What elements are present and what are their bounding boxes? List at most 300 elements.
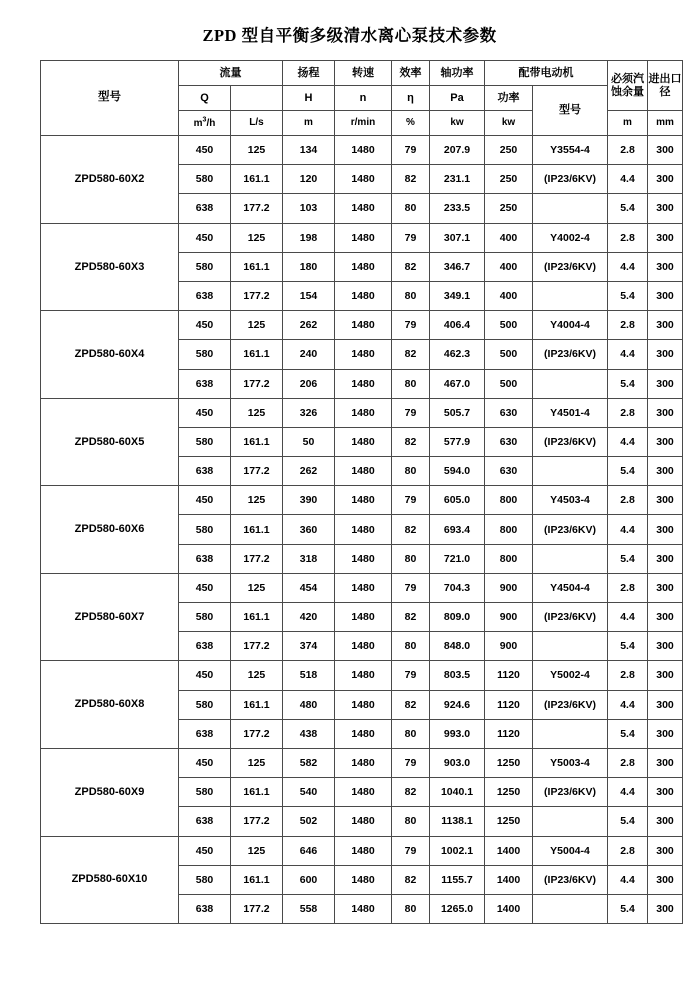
motor-blank-cell bbox=[533, 632, 608, 661]
flow-m3h-cell: 580 bbox=[179, 515, 231, 544]
motor-blank-cell bbox=[533, 369, 608, 398]
motor-model-cell: Y4002-4 bbox=[533, 223, 608, 252]
motor-power-cell: 400 bbox=[485, 281, 533, 310]
shaft-power-cell: 1002.1 bbox=[430, 836, 485, 865]
npsh-cell: 4.4 bbox=[608, 340, 648, 369]
head-cell: 240 bbox=[283, 340, 335, 369]
port-size-cell: 300 bbox=[648, 661, 683, 690]
flow-m3h-cell: 638 bbox=[179, 457, 231, 486]
port-size-cell: 300 bbox=[648, 281, 683, 310]
shaft-power-cell: 231.1 bbox=[430, 165, 485, 194]
npsh-cell: 2.8 bbox=[608, 661, 648, 690]
table-row bbox=[41, 748, 683, 777]
motor-note-cell: (IP23/6KV) bbox=[533, 690, 608, 719]
motor-note-cell: (IP23/6KV) bbox=[533, 165, 608, 194]
port-size-cell: 300 bbox=[648, 369, 683, 398]
efficiency-cell: 80 bbox=[392, 281, 430, 310]
speed-cell: 1480 bbox=[335, 165, 392, 194]
unit-flow-ls: L/s bbox=[231, 111, 283, 136]
flow-m3h-cell: 638 bbox=[179, 544, 231, 573]
header-flow-symbol: Q bbox=[179, 86, 231, 111]
flow-m3h-cell: 580 bbox=[179, 252, 231, 281]
port-size-cell: 300 bbox=[648, 194, 683, 223]
motor-model-cell: Y5002-4 bbox=[533, 661, 608, 690]
header-flow-symbol-2 bbox=[231, 86, 283, 111]
head-cell: 206 bbox=[283, 369, 335, 398]
efficiency-cell: 80 bbox=[392, 457, 430, 486]
head-cell: 180 bbox=[283, 252, 335, 281]
motor-power-cell: 1120 bbox=[485, 719, 533, 748]
unit-speed: r/min bbox=[335, 111, 392, 136]
head-cell: 438 bbox=[283, 719, 335, 748]
port-size-cell: 300 bbox=[648, 252, 683, 281]
shaft-power-cell: 1138.1 bbox=[430, 807, 485, 836]
head-cell: 582 bbox=[283, 748, 335, 777]
efficiency-cell: 82 bbox=[392, 340, 430, 369]
motor-power-cell: 250 bbox=[485, 165, 533, 194]
flow-m3h-cell: 580 bbox=[179, 690, 231, 719]
flow-m3h-cell: 450 bbox=[179, 311, 231, 340]
model-cell: ZPD580-60X10 bbox=[41, 836, 179, 924]
header-port-size: 进出口径 bbox=[648, 61, 683, 111]
motor-power-cell: 250 bbox=[485, 136, 533, 165]
port-size-cell: 300 bbox=[648, 311, 683, 340]
flow-ls-cell: 177.2 bbox=[231, 281, 283, 310]
flow-ls-cell: 125 bbox=[231, 486, 283, 515]
flow-ls-cell: 177.2 bbox=[231, 457, 283, 486]
flow-m3h-cell: 638 bbox=[179, 369, 231, 398]
efficiency-cell: 82 bbox=[392, 778, 430, 807]
flow-ls-cell: 177.2 bbox=[231, 544, 283, 573]
npsh-cell: 2.8 bbox=[608, 573, 648, 602]
flow-m3h-cell: 638 bbox=[179, 894, 231, 923]
efficiency-cell: 82 bbox=[392, 515, 430, 544]
flow-m3h-cell: 638 bbox=[179, 194, 231, 223]
head-cell: 390 bbox=[283, 486, 335, 515]
header-motor-power: 功率 bbox=[485, 86, 533, 111]
npsh-cell: 2.8 bbox=[608, 398, 648, 427]
port-size-cell: 300 bbox=[648, 223, 683, 252]
motor-model-cell: Y4501-4 bbox=[533, 398, 608, 427]
flow-ls-cell: 125 bbox=[231, 398, 283, 427]
motor-blank-cell bbox=[533, 194, 608, 223]
head-cell: 262 bbox=[283, 311, 335, 340]
npsh-cell: 4.4 bbox=[608, 252, 648, 281]
header-row-1 bbox=[41, 61, 683, 86]
speed-cell: 1480 bbox=[335, 252, 392, 281]
efficiency-cell: 82 bbox=[392, 427, 430, 456]
motor-power-cell: 800 bbox=[485, 486, 533, 515]
table-row bbox=[41, 573, 683, 602]
efficiency-cell: 82 bbox=[392, 252, 430, 281]
npsh-cell: 4.4 bbox=[608, 515, 648, 544]
head-cell: 502 bbox=[283, 807, 335, 836]
motor-power-cell: 900 bbox=[485, 632, 533, 661]
speed-cell: 1480 bbox=[335, 486, 392, 515]
flow-ls-cell: 161.1 bbox=[231, 865, 283, 894]
flow-m3h-cell: 580 bbox=[179, 165, 231, 194]
port-size-cell: 300 bbox=[648, 778, 683, 807]
motor-note-cell: (IP23/6KV) bbox=[533, 778, 608, 807]
unit-efficiency: % bbox=[392, 111, 430, 136]
flow-ls-cell: 161.1 bbox=[231, 427, 283, 456]
port-size-cell: 300 bbox=[648, 807, 683, 836]
npsh-cell: 5.4 bbox=[608, 369, 648, 398]
header-flow: 流量 bbox=[179, 61, 283, 86]
speed-cell: 1480 bbox=[335, 807, 392, 836]
motor-model-cell: Y5003-4 bbox=[533, 748, 608, 777]
motor-blank-cell bbox=[533, 281, 608, 310]
port-size-cell: 300 bbox=[648, 544, 683, 573]
header-speed-symbol: n bbox=[335, 86, 392, 111]
head-cell: 120 bbox=[283, 165, 335, 194]
flow-m3h-cell: 450 bbox=[179, 573, 231, 602]
shaft-power-cell: 577.9 bbox=[430, 427, 485, 456]
motor-model-cell: Y4503-4 bbox=[533, 486, 608, 515]
motor-blank-cell bbox=[533, 894, 608, 923]
npsh-cell: 4.4 bbox=[608, 865, 648, 894]
motor-note-cell: (IP23/6KV) bbox=[533, 515, 608, 544]
flow-ls-cell: 177.2 bbox=[231, 194, 283, 223]
head-cell: 374 bbox=[283, 632, 335, 661]
efficiency-cell: 79 bbox=[392, 223, 430, 252]
flow-ls-cell: 125 bbox=[231, 573, 283, 602]
speed-cell: 1480 bbox=[335, 894, 392, 923]
motor-blank-cell bbox=[533, 807, 608, 836]
motor-power-cell: 500 bbox=[485, 369, 533, 398]
port-size-cell: 300 bbox=[648, 340, 683, 369]
head-cell: 600 bbox=[283, 865, 335, 894]
motor-note-cell: (IP23/6KV) bbox=[533, 603, 608, 632]
shaft-power-cell: 346.7 bbox=[430, 252, 485, 281]
efficiency-cell: 79 bbox=[392, 661, 430, 690]
head-cell: 134 bbox=[283, 136, 335, 165]
unit-port-size: mm bbox=[648, 111, 683, 136]
motor-power-cell: 630 bbox=[485, 427, 533, 456]
flow-ls-cell: 125 bbox=[231, 311, 283, 340]
speed-cell: 1480 bbox=[335, 369, 392, 398]
flow-ls-cell: 161.1 bbox=[231, 165, 283, 194]
efficiency-cell: 79 bbox=[392, 398, 430, 427]
flow-m3h-cell: 580 bbox=[179, 427, 231, 456]
head-cell: 646 bbox=[283, 836, 335, 865]
efficiency-cell: 82 bbox=[392, 865, 430, 894]
unit-npsh: m bbox=[608, 111, 648, 136]
flow-m3h-cell: 638 bbox=[179, 632, 231, 661]
header-efficiency-symbol: η bbox=[392, 86, 430, 111]
port-size-cell: 300 bbox=[648, 486, 683, 515]
motor-power-cell: 500 bbox=[485, 340, 533, 369]
motor-power-cell: 1400 bbox=[485, 836, 533, 865]
table-row bbox=[41, 136, 683, 165]
efficiency-cell: 80 bbox=[392, 894, 430, 923]
motor-model-cell: Y3554-4 bbox=[533, 136, 608, 165]
motor-blank-cell bbox=[533, 719, 608, 748]
shaft-power-cell: 349.1 bbox=[430, 281, 485, 310]
speed-cell: 1480 bbox=[335, 427, 392, 456]
table-body bbox=[41, 136, 683, 924]
flow-ls-cell: 125 bbox=[231, 748, 283, 777]
motor-power-cell: 900 bbox=[485, 573, 533, 602]
speed-cell: 1480 bbox=[335, 311, 392, 340]
flow-ls-cell: 161.1 bbox=[231, 603, 283, 632]
efficiency-cell: 82 bbox=[392, 603, 430, 632]
head-cell: 540 bbox=[283, 778, 335, 807]
npsh-cell: 4.4 bbox=[608, 603, 648, 632]
port-size-cell: 300 bbox=[648, 603, 683, 632]
flow-ls-cell: 125 bbox=[231, 136, 283, 165]
npsh-cell: 4.4 bbox=[608, 427, 648, 456]
speed-cell: 1480 bbox=[335, 515, 392, 544]
npsh-cell: 4.4 bbox=[608, 690, 648, 719]
shaft-power-cell: 848.0 bbox=[430, 632, 485, 661]
speed-cell: 1480 bbox=[335, 398, 392, 427]
head-cell: 480 bbox=[283, 690, 335, 719]
table-row bbox=[41, 836, 683, 865]
port-size-cell: 300 bbox=[648, 136, 683, 165]
model-cell: ZPD580-60X5 bbox=[41, 398, 179, 486]
speed-cell: 1480 bbox=[335, 865, 392, 894]
port-size-cell: 300 bbox=[648, 165, 683, 194]
table-header bbox=[41, 61, 683, 136]
motor-power-cell: 250 bbox=[485, 194, 533, 223]
npsh-cell: 2.8 bbox=[608, 836, 648, 865]
efficiency-cell: 79 bbox=[392, 573, 430, 602]
flow-m3h-cell: 450 bbox=[179, 661, 231, 690]
head-cell: 360 bbox=[283, 515, 335, 544]
speed-cell: 1480 bbox=[335, 603, 392, 632]
port-size-cell: 300 bbox=[648, 427, 683, 456]
head-cell: 518 bbox=[283, 661, 335, 690]
unit-flow-m3h-text: $m^3/h$ bbox=[193, 116, 216, 129]
motor-model-cell: Y4504-4 bbox=[533, 573, 608, 602]
flow-m3h-cell: 580 bbox=[179, 603, 231, 632]
head-cell: 454 bbox=[283, 573, 335, 602]
speed-cell: 1480 bbox=[335, 778, 392, 807]
flow-ls-cell: 161.1 bbox=[231, 515, 283, 544]
unit-motor-power: kw bbox=[485, 111, 533, 136]
speed-cell: 1480 bbox=[335, 661, 392, 690]
header-shaft-power: 轴功率 bbox=[430, 61, 485, 86]
table-row bbox=[41, 223, 683, 252]
efficiency-cell: 79 bbox=[392, 311, 430, 340]
flow-ls-cell: 177.2 bbox=[231, 719, 283, 748]
shaft-power-cell: 505.7 bbox=[430, 398, 485, 427]
npsh-cell: 5.4 bbox=[608, 894, 648, 923]
head-cell: 326 bbox=[283, 398, 335, 427]
port-size-cell: 300 bbox=[648, 573, 683, 602]
head-cell: 154 bbox=[283, 281, 335, 310]
header-motor-model: 型号 bbox=[533, 86, 608, 136]
flow-ls-cell: 177.2 bbox=[231, 894, 283, 923]
shaft-power-cell: 605.0 bbox=[430, 486, 485, 515]
motor-power-cell: 900 bbox=[485, 603, 533, 632]
flow-ls-cell: 177.2 bbox=[231, 369, 283, 398]
efficiency-cell: 80 bbox=[392, 807, 430, 836]
shaft-power-cell: 1040.1 bbox=[430, 778, 485, 807]
npsh-cell: 5.4 bbox=[608, 807, 648, 836]
speed-cell: 1480 bbox=[335, 223, 392, 252]
speed-cell: 1480 bbox=[335, 748, 392, 777]
model-cell: ZPD580-60X4 bbox=[41, 311, 179, 399]
efficiency-cell: 80 bbox=[392, 194, 430, 223]
npsh-cell: 2.8 bbox=[608, 311, 648, 340]
header-motor-group: 配带电动机 bbox=[485, 61, 608, 86]
speed-cell: 1480 bbox=[335, 457, 392, 486]
npsh-cell: 2.8 bbox=[608, 223, 648, 252]
shaft-power-cell: 993.0 bbox=[430, 719, 485, 748]
motor-power-cell: 400 bbox=[485, 223, 533, 252]
efficiency-cell: 82 bbox=[392, 690, 430, 719]
speed-cell: 1480 bbox=[335, 194, 392, 223]
header-head: 扬程 bbox=[283, 61, 335, 86]
head-cell: 262 bbox=[283, 457, 335, 486]
motor-blank-cell bbox=[533, 544, 608, 573]
flow-ls-cell: 125 bbox=[231, 836, 283, 865]
shaft-power-cell: 207.9 bbox=[430, 136, 485, 165]
efficiency-cell: 79 bbox=[392, 136, 430, 165]
speed-cell: 1480 bbox=[335, 573, 392, 602]
model-cell: ZPD580-60X6 bbox=[41, 486, 179, 574]
port-size-cell: 300 bbox=[648, 748, 683, 777]
motor-power-cell: 1250 bbox=[485, 807, 533, 836]
flow-ls-cell: 125 bbox=[231, 661, 283, 690]
motor-power-cell: 1250 bbox=[485, 778, 533, 807]
flow-ls-cell: 177.2 bbox=[231, 807, 283, 836]
efficiency-cell: 82 bbox=[392, 165, 430, 194]
port-size-cell: 300 bbox=[648, 457, 683, 486]
shaft-power-cell: 809.0 bbox=[430, 603, 485, 632]
flow-m3h-cell: 450 bbox=[179, 223, 231, 252]
model-cell: ZPD580-60X7 bbox=[41, 573, 179, 661]
npsh-cell: 2.8 bbox=[608, 748, 648, 777]
flow-ls-cell: 125 bbox=[231, 223, 283, 252]
flow-ls-cell: 177.2 bbox=[231, 632, 283, 661]
efficiency-cell: 80 bbox=[392, 719, 430, 748]
motor-note-cell: (IP23/6KV) bbox=[533, 340, 608, 369]
flow-m3h-cell: 580 bbox=[179, 778, 231, 807]
page-title: ZPD 型自平衡多级清水离心泵技术参数 bbox=[202, 26, 497, 45]
flow-m3h-cell: 450 bbox=[179, 486, 231, 515]
table-row bbox=[41, 311, 683, 340]
speed-cell: 1480 bbox=[335, 281, 392, 310]
port-size-cell: 300 bbox=[648, 690, 683, 719]
flow-m3h-cell: 580 bbox=[179, 865, 231, 894]
npsh-cell: 5.4 bbox=[608, 632, 648, 661]
shaft-power-cell: 693.4 bbox=[430, 515, 485, 544]
npsh-cell: 4.4 bbox=[608, 778, 648, 807]
flow-m3h-cell: 450 bbox=[179, 136, 231, 165]
npsh-cell: 4.4 bbox=[608, 165, 648, 194]
motor-power-cell: 800 bbox=[485, 515, 533, 544]
header-head-symbol: H bbox=[283, 86, 335, 111]
shaft-power-cell: 924.6 bbox=[430, 690, 485, 719]
motor-power-cell: 630 bbox=[485, 457, 533, 486]
head-cell: 103 bbox=[283, 194, 335, 223]
port-size-cell: 300 bbox=[648, 719, 683, 748]
motor-power-cell: 1250 bbox=[485, 748, 533, 777]
motor-model-cell: Y5004-4 bbox=[533, 836, 608, 865]
head-cell: 198 bbox=[283, 223, 335, 252]
head-cell: 318 bbox=[283, 544, 335, 573]
port-size-cell: 300 bbox=[648, 894, 683, 923]
shaft-power-cell: 1155.7 bbox=[430, 865, 485, 894]
table-row bbox=[41, 398, 683, 427]
shaft-power-cell: 233.5 bbox=[430, 194, 485, 223]
flow-m3h-cell: 450 bbox=[179, 748, 231, 777]
shaft-power-cell: 467.0 bbox=[430, 369, 485, 398]
speed-cell: 1480 bbox=[335, 632, 392, 661]
flow-m3h-cell: 638 bbox=[179, 719, 231, 748]
motor-power-cell: 1400 bbox=[485, 865, 533, 894]
port-size-cell: 300 bbox=[648, 865, 683, 894]
model-cell: ZPD580-60X3 bbox=[41, 223, 179, 311]
speed-cell: 1480 bbox=[335, 719, 392, 748]
port-size-cell: 300 bbox=[648, 836, 683, 865]
motor-model-cell: Y4004-4 bbox=[533, 311, 608, 340]
shaft-power-cell: 803.5 bbox=[430, 661, 485, 690]
speed-cell: 1480 bbox=[335, 690, 392, 719]
flow-m3h-cell: 450 bbox=[179, 398, 231, 427]
flow-ls-cell: 161.1 bbox=[231, 690, 283, 719]
efficiency-cell: 80 bbox=[392, 369, 430, 398]
motor-power-cell: 1400 bbox=[485, 894, 533, 923]
shaft-power-cell: 307.1 bbox=[430, 223, 485, 252]
motor-blank-cell bbox=[533, 457, 608, 486]
motor-note-cell: (IP23/6KV) bbox=[533, 865, 608, 894]
efficiency-cell: 79 bbox=[392, 748, 430, 777]
model-cell: ZPD580-60X2 bbox=[41, 136, 179, 224]
header-npsh: 必须汽蚀余量 bbox=[608, 61, 648, 111]
motor-power-cell: 500 bbox=[485, 311, 533, 340]
unit-head: m bbox=[283, 111, 335, 136]
header-model: 型号 bbox=[41, 61, 179, 136]
head-cell: 558 bbox=[283, 894, 335, 923]
npsh-cell: 5.4 bbox=[608, 544, 648, 573]
header-speed: 转速 bbox=[335, 61, 392, 86]
speed-cell: 1480 bbox=[335, 836, 392, 865]
motor-power-cell: 630 bbox=[485, 398, 533, 427]
shaft-power-cell: 406.4 bbox=[430, 311, 485, 340]
npsh-cell: 5.4 bbox=[608, 719, 648, 748]
motor-power-cell: 1120 bbox=[485, 690, 533, 719]
npsh-cell: 5.4 bbox=[608, 281, 648, 310]
table-row bbox=[41, 486, 683, 515]
port-size-cell: 300 bbox=[648, 398, 683, 427]
shaft-power-cell: 721.0 bbox=[430, 544, 485, 573]
motor-note-cell: (IP23/6KV) bbox=[533, 427, 608, 456]
flow-ls-cell: 161.1 bbox=[231, 340, 283, 369]
efficiency-cell: 79 bbox=[392, 836, 430, 865]
shaft-power-cell: 462.3 bbox=[430, 340, 485, 369]
flow-ls-cell: 161.1 bbox=[231, 778, 283, 807]
npsh-cell: 2.8 bbox=[608, 486, 648, 515]
npsh-cell: 5.4 bbox=[608, 457, 648, 486]
unit-shaft-power: kw bbox=[430, 111, 485, 136]
motor-power-cell: 800 bbox=[485, 544, 533, 573]
head-cell: 50 bbox=[283, 427, 335, 456]
npsh-cell: 5.4 bbox=[608, 194, 648, 223]
flow-m3h-cell: 638 bbox=[179, 281, 231, 310]
efficiency-cell: 80 bbox=[392, 544, 430, 573]
motor-note-cell: (IP23/6KV) bbox=[533, 252, 608, 281]
header-shaft-power-symbol: Pa bbox=[430, 86, 485, 111]
flow-ls-cell: 161.1 bbox=[231, 252, 283, 281]
flow-m3h-cell: 638 bbox=[179, 807, 231, 836]
model-cell: ZPD580-60X9 bbox=[41, 748, 179, 836]
table-row bbox=[41, 661, 683, 690]
motor-power-cell: 400 bbox=[485, 252, 533, 281]
